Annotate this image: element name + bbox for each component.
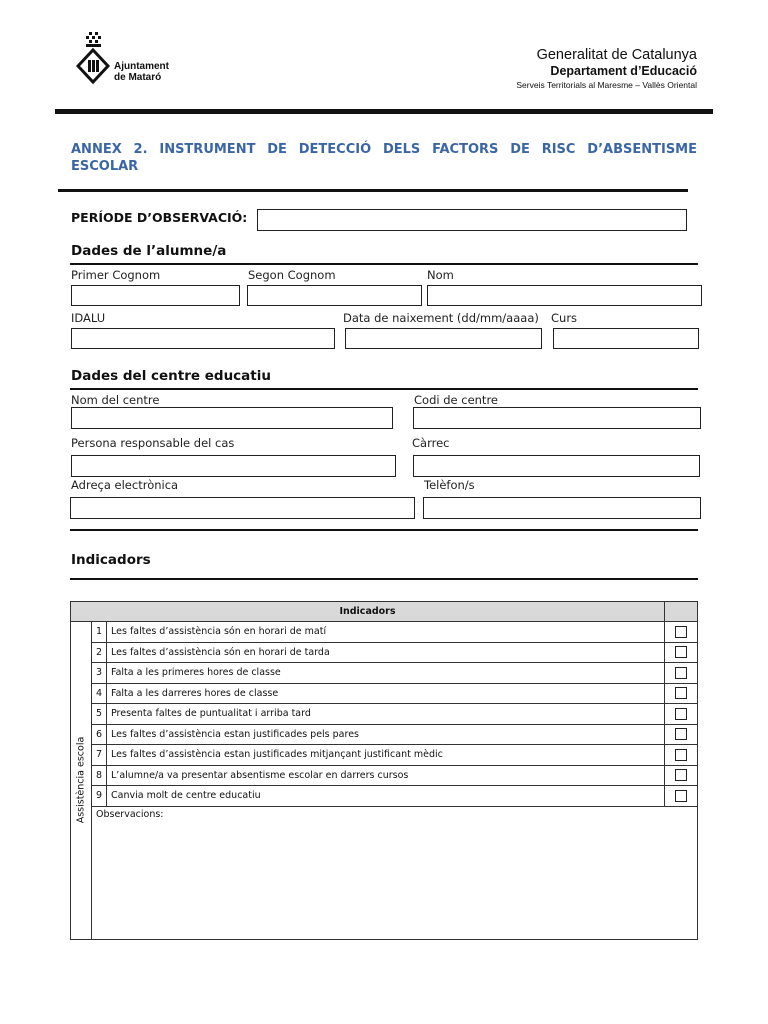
primer-cognom-label: Primer Cognom [71,268,161,282]
department-name: Departament d’Educació [550,64,697,78]
nom-input[interactable] [427,285,702,306]
row-text: L’alumne/a va presentar absentisme escolar en darrers cursos [107,765,665,786]
segon-cognom-input[interactable] [247,285,422,306]
table-row [71,642,698,663]
row-number: 2 [92,642,107,663]
observacions-label: Observacions: [96,808,164,820]
row-text: Les faltes d’assistència són en horari de matí [107,622,665,643]
row-text: Presenta faltes de puntualitat i arriba tard [107,704,665,725]
table-row [71,745,698,766]
generalitat-header [516,47,697,90]
nom-centre-input[interactable] [71,407,393,429]
curs-input[interactable] [553,328,699,349]
centre-heading: Dades del centre educatiu [71,368,271,384]
indicator-checkbox[interactable] [675,687,687,699]
table-row [71,724,698,745]
nom-centre-label: Nom del centre [71,393,160,407]
alumne-heading: Dades de l’alumne/a [71,243,227,259]
row-number: 3 [92,663,107,684]
table-row [71,622,698,643]
logo-line-1: Ajuntament [114,61,169,72]
indicator-checkbox[interactable] [675,728,687,740]
alumne-rule [70,263,698,265]
row-text: Falta a les primeres hores de classe [107,663,665,684]
indicadors-rule [70,578,698,580]
serveis-territorials: Serveis Territorials al Maresme – Vallès Oriental [516,80,697,90]
codi-centre-label: Codi de centre [414,393,498,407]
row-number: 9 [92,786,107,807]
row-number: 4 [92,683,107,704]
indicator-checkbox[interactable] [675,708,687,720]
indicator-checkbox[interactable] [675,646,687,658]
data-naixement-label: Data de naixement (dd/mm/aaaa) [343,311,539,325]
indicator-checkbox[interactable] [675,667,687,679]
indicator-checkbox[interactable] [675,790,687,802]
idalu-label: IDALU [71,311,106,325]
telefon-label: Telèfon/s [424,478,475,492]
header-rule [55,109,713,114]
observacions-field[interactable] [92,806,698,939]
row-text: Les faltes d’assistència estan justificades pels pares [107,724,665,745]
periode-label: PERÍODE D’OBSERVACIÓ: [71,210,248,225]
table-header-check [665,602,698,622]
row-number: 8 [92,765,107,786]
idalu-input[interactable] [71,328,335,349]
nom-label: Nom [427,268,454,282]
row-text: Les faltes d’assistència estan justificades mitjançant justificant mèdic [107,745,665,766]
curs-label: Curs [551,311,578,325]
persona-responsable-label: Persona responsable del cas [71,436,235,450]
annex-title: ANNEX 2. INSTRUMENT DE DETECCIÓ DELS FACTORS DE RISC D’ABSENTISME ESCOLAR [71,142,697,174]
row-number: 1 [92,622,107,643]
adreca-label: Adreça electrònica [71,478,179,492]
indicator-checkbox[interactable] [675,769,687,781]
table-row [71,704,698,725]
row-text: Falta a les darreres hores de classe [107,683,665,704]
periode-input[interactable] [257,209,687,231]
segon-cognom-label: Segon Cognom [248,268,336,282]
row-number: 7 [92,745,107,766]
observacions-row [71,806,698,939]
data-naixement-input[interactable] [345,328,542,349]
side-label-cell [71,622,92,940]
codi-centre-input[interactable] [413,407,701,429]
carrec-label: Càrrec [412,436,450,450]
table-header-indicadors: Indicadors [71,602,665,622]
table-row [71,765,698,786]
indicadors-table [70,601,698,940]
primer-cognom-input[interactable] [71,285,240,306]
logo-line-2: de Mataró [114,72,162,83]
title-rule [58,189,688,192]
centre-bottom-rule [70,529,698,531]
row-number: 5 [92,704,107,725]
telefon-input[interactable] [423,497,701,519]
adreca-input[interactable] [70,497,415,519]
generalitat-title: Generalitat de Catalunya [536,47,697,63]
persona-responsable-input[interactable] [71,455,396,477]
centre-rule [70,388,698,390]
row-text: Les faltes d’assistència són en horari de tarda [107,642,665,663]
row-text: Canvia molt de centre educatiu [107,786,665,807]
indicator-checkbox[interactable] [675,749,687,761]
ajuntament-logo-text [114,61,169,83]
indicator-checkbox[interactable] [675,626,687,638]
side-label: Assistència escola [75,736,87,824]
row-number: 6 [92,724,107,745]
table-row [71,683,698,704]
indicadors-heading: Indicadors [71,552,151,568]
table-row [71,663,698,684]
ajuntament-logo-icon [76,30,112,86]
carrec-input[interactable] [413,455,700,477]
table-row [71,786,698,807]
table-header-row [71,602,698,622]
